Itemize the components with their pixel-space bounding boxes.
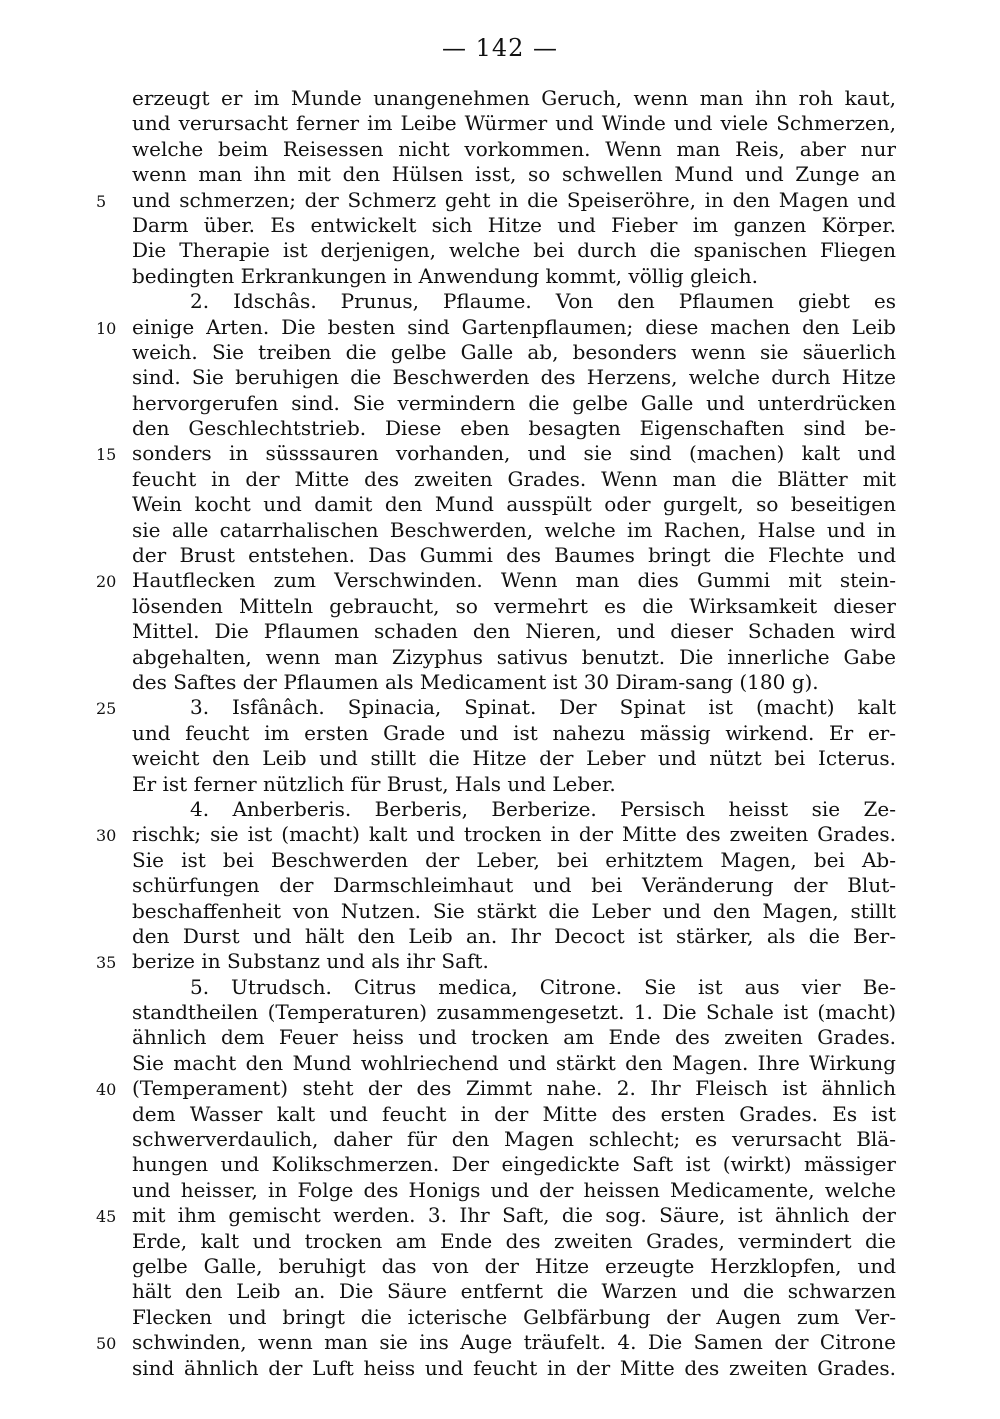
- line-text: und schmerzen; der Schmerz geht in die Speiseröhre, in den Magen und: [132, 187, 896, 212]
- text-line: [0, 746, 1000, 771]
- text-line: [0, 1229, 1000, 1254]
- text-line: [0, 340, 1000, 365]
- text-line: [0, 670, 1000, 695]
- line-text: hält den Leib an. Die Säure entfernt die Warzen und die schwarzen: [132, 1279, 896, 1304]
- line-text: weich. Sie treiben die gelbe Galle ab, besonders wenn sie säuerlich: [132, 339, 896, 364]
- body-text: [0, 86, 1000, 1381]
- line-text: sind. Sie beruhigen die Beschwerden des Herzens, welche durch Hitze: [132, 365, 896, 390]
- text-line: [0, 137, 1000, 162]
- line-text: den Durst und hält den Leib an. Ihr Decoct ist stärker, als die Ber-: [132, 923, 896, 948]
- text-line: [0, 949, 1000, 974]
- text-line: [0, 1102, 1000, 1127]
- text-line: [0, 772, 1000, 797]
- text-line: [0, 797, 1000, 822]
- line-text: schwerverdaulich, daher für den Magen schlecht; es verursacht Blä-: [132, 1127, 896, 1152]
- line-text: schwinden, wenn man sie ins Auge träufelt. 4. Die Samen der Citrone: [132, 1330, 896, 1355]
- text-line: [0, 492, 1000, 517]
- text-line: [0, 975, 1000, 1000]
- text-line: [0, 1178, 1000, 1203]
- line-text: sonders in süsssauren vorhanden, und sie sind (machen) kalt und: [132, 441, 896, 466]
- text-line: [0, 441, 1000, 466]
- text-line: [0, 543, 1000, 568]
- line-text: bedingten Erkrankungen in Anwendung kommt, völlig gleich.: [132, 263, 758, 288]
- line-text: 5. Utrudsch. Citrus medica, Citrone. Sie ist aus vier Be-: [190, 974, 896, 999]
- text-line: [0, 86, 1000, 111]
- text-line: [0, 188, 1000, 213]
- line-text: Sie macht den Mund wohlriechend und stärkt den Magen. Ihre Wirkung: [132, 1050, 896, 1075]
- text-line: [0, 264, 1000, 289]
- line-number: 35: [96, 953, 117, 973]
- line-text: feucht in der Mitte des zweiten Grades. Wenn man die Blätter mit: [132, 466, 896, 491]
- line-number: 30: [96, 826, 117, 846]
- line-text: und feucht im ersten Grade und ist nahezu mässig wirkend. Er er-: [132, 720, 896, 745]
- line-text: weicht den Leib und stillt die Hitze der Leber und nützt bei Icterus.: [132, 746, 896, 771]
- line-text: Wein kocht und damit den Mund ausspült oder gurgelt, so beseitigen: [132, 492, 896, 517]
- text-line: [0, 619, 1000, 644]
- text-line: [0, 695, 1000, 720]
- text-line: [0, 467, 1000, 492]
- text-line: [0, 645, 1000, 670]
- line-text: und verursacht ferner im Leibe Würmer und Winde und viele Schmerzen,: [132, 111, 896, 136]
- text-line: [0, 899, 1000, 924]
- text-line: [0, 1000, 1000, 1025]
- text-line: [0, 391, 1000, 416]
- line-number: 20: [96, 572, 117, 592]
- line-number: 45: [96, 1207, 117, 1227]
- text-line: [0, 568, 1000, 593]
- line-number: 50: [96, 1334, 117, 1354]
- line-text: lösenden Mitteln gebraucht, so vermehrt es die Wirksamkeit dieser: [132, 593, 896, 618]
- line-text: standtheilen (Temperaturen) zusammengesetzt. 1. Die Schale ist (macht): [132, 1000, 896, 1025]
- line-text: Flecken und bringt die icterische Gelbfärbung der Augen zum Ver-: [132, 1304, 896, 1329]
- line-text: welche beim Reisessen nicht vorkommen. Wenn man Reis, aber nur: [132, 136, 896, 161]
- line-text: hervorgerufen sind. Sie vermindern die gelbe Galle und unterdrücken: [132, 390, 896, 415]
- text-line: [0, 518, 1000, 543]
- text-line: [0, 1076, 1000, 1101]
- text-line: [0, 1152, 1000, 1177]
- text-line: [0, 1127, 1000, 1152]
- text-line: [0, 822, 1000, 847]
- line-text: und heisser, in Folge des Honigs und der heissen Medicamente, welche: [132, 1177, 896, 1202]
- line-text: Mittel. Die Pflaumen schaden den Nieren, und dieser Schaden wird: [132, 619, 896, 644]
- text-line: [0, 1356, 1000, 1381]
- text-line: [0, 162, 1000, 187]
- page-number: — 142 —: [441, 34, 559, 62]
- text-line: [0, 111, 1000, 136]
- line-text: Er ist ferner nützlich für Brust, Hals und Leber.: [132, 771, 616, 796]
- line-text: sie alle catarrhalischen Beschwerden, welche im Rachen, Halse und in: [132, 517, 896, 542]
- line-text: gelbe Galle, beruhigt das von der Hitze erzeugte Herzklopfen, und: [132, 1253, 896, 1278]
- line-text: (Temperament) steht der des Zimmt nahe. 2. Ihr Fleisch ist ähnlich: [132, 1076, 896, 1101]
- text-line: [0, 1025, 1000, 1050]
- text-line: [0, 1305, 1000, 1330]
- line-text: rischk; sie ist (macht) kalt und trocken in der Mitte des zweiten Grades.: [132, 822, 896, 847]
- line-text: den Geschlechtstrieb. Diese eben besagten Eigenschaften sind be-: [132, 416, 896, 441]
- line-text: Erde, kalt und trocken am Ende des zweiten Grades, vermindert die: [132, 1228, 896, 1253]
- line-text: beschaffenheit von Nutzen. Sie stärkt die Leber und den Magen, stillt: [132, 898, 896, 923]
- text-line: [0, 1254, 1000, 1279]
- text-line: [0, 238, 1000, 263]
- line-text: mit ihm gemischt werden. 3. Ihr Saft, die sog. Säure, ist ähnlich der: [132, 1203, 896, 1228]
- line-text: der Brust entstehen. Das Gummi des Baumes bringt die Flechte und: [132, 543, 896, 568]
- line-text: hungen und Kolikschmerzen. Der eingedickte Saft ist (wirkt) mässiger: [132, 1152, 896, 1177]
- text-line: [0, 1051, 1000, 1076]
- text-line: [0, 721, 1000, 746]
- text-line: [0, 1203, 1000, 1228]
- line-text: 2. Idschâs. Prunus, Pflaume. Von den Pflaumen giebt es: [190, 289, 896, 314]
- line-text: Hautflecken zum Verschwinden. Wenn man dies Gummi mit stein-: [132, 568, 896, 593]
- line-text: wenn man ihn mit den Hülsen isst, so schwellen Mund und Zunge an: [132, 162, 896, 187]
- line-text: 3. Isfânâch. Spinacia, Spinat. Der Spinat ist (macht) kalt: [190, 695, 896, 720]
- line-text: einige Arten. Die besten sind Gartenpflaumen; diese machen den Leib: [132, 314, 896, 339]
- text-line: [0, 315, 1000, 340]
- text-line: [0, 213, 1000, 238]
- line-text: ähnlich dem Feuer heiss und trocken am Ende des zweiten Grades.: [132, 1025, 896, 1050]
- line-number: 10: [96, 318, 117, 338]
- line-text: 4. Anberberis. Berberis, Berberize. Persisch heisst sie Ze-: [190, 796, 896, 821]
- line-text: Sie ist bei Beschwerden der Leber, bei erhitztem Magen, bei Ab-: [132, 847, 896, 872]
- line-number: 25: [96, 699, 117, 719]
- line-text: abgehalten, wenn man Zizyphus sativus benutzt. Die innerliche Gabe: [132, 644, 896, 669]
- line-text: Darm über. Es entwickelt sich Hitze und Fieber im ganzen Körper.: [132, 212, 896, 237]
- text-line: [0, 289, 1000, 314]
- line-number: 15: [96, 445, 117, 465]
- line-text: des Saftes der Pflaumen als Medicament ist 30 Diram-sang (180 g).: [132, 669, 819, 694]
- text-line: [0, 924, 1000, 949]
- text-line: [0, 873, 1000, 898]
- line-text: Die Therapie ist derjenigen, welche bei durch die spanischen Fliegen: [132, 238, 896, 263]
- text-line: [0, 416, 1000, 441]
- line-text: dem Wasser kalt und feucht in der Mitte des ersten Grades. Es ist: [132, 1101, 896, 1126]
- text-line: [0, 594, 1000, 619]
- line-text: berize in Substanz und als ihr Saft.: [132, 949, 489, 974]
- line-number: 5: [96, 191, 107, 211]
- line-text: erzeugt er im Munde unangenehmen Geruch, wenn man ihn roh kaut,: [132, 86, 896, 110]
- line-number: 40: [96, 1080, 117, 1100]
- text-line: [0, 365, 1000, 390]
- line-text: schürfungen der Darmschleimhaut und bei Veränderung der Blut-: [132, 873, 896, 898]
- text-line: [0, 1279, 1000, 1304]
- line-text: sind ähnlich der Luft heiss und feucht in der Mitte des zweiten Grades.: [132, 1355, 896, 1380]
- text-line: [0, 1330, 1000, 1355]
- text-line: [0, 848, 1000, 873]
